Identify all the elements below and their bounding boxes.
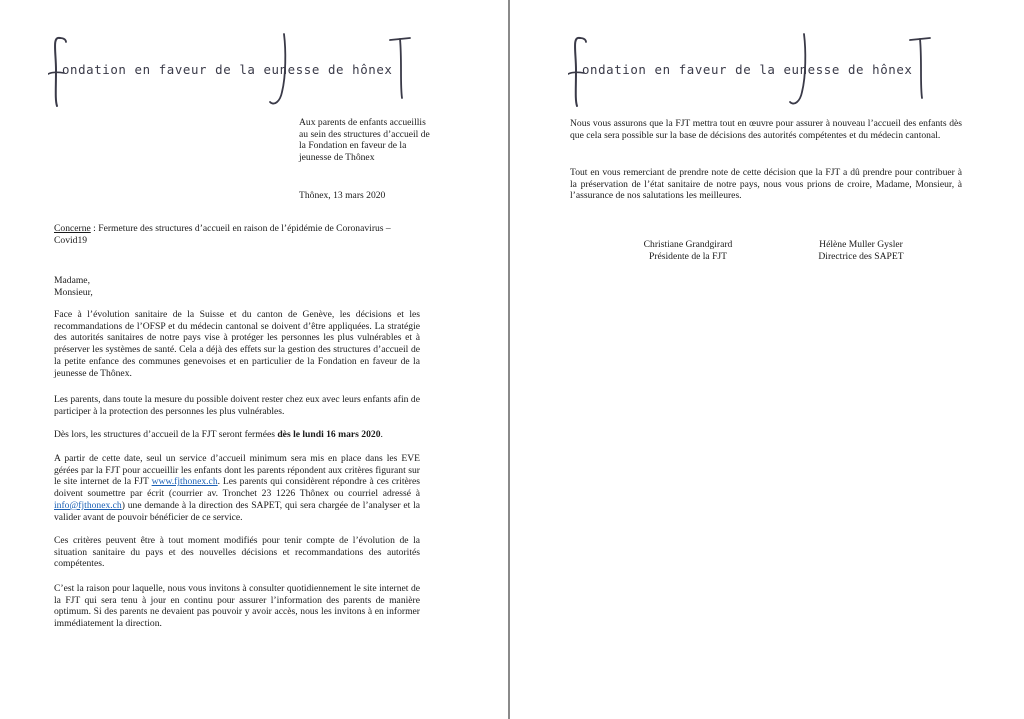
subject-line	[54, 223, 420, 246]
paragraph-4-text-b: . Les parents qui considèrent répondre à ces critères doivent soumettre par écrit (courrier av. Tronchet 23 1226 Thônex ou courriel adressé à	[54, 476, 420, 500]
salutation	[54, 275, 420, 298]
letterhead-logo	[48, 30, 468, 110]
salutation-line: Monsieur,	[54, 286, 93, 298]
recipient-line: Aux parents de enfants accueillis	[299, 117, 426, 128]
recipient-line: au sein des structures d’accueil de	[299, 128, 430, 140]
paragraph-3-end: .	[380, 429, 383, 440]
subject-label: Concerne	[54, 223, 91, 234]
signature-director	[800, 239, 922, 262]
signatory-title: Présidente de la FJT	[648, 250, 728, 262]
recipient-line: la Fondation en faveur de la	[299, 140, 407, 152]
signature-president	[632, 239, 744, 262]
paragraph-4-text-c: ) une demande à la direction des SAPET, qui sera chargée de l’analyser et la valider avant de pouvoir bénéficier de ce service.	[54, 499, 420, 523]
paragraph-1: Face à l’évolution sanitaire de la Suisse et du canton de Genève, les décisions et les recommandations de l’OFSP et du médecin cantonal se doivent d’être appliquées. La stratégie des autorités sanitaires de notre pays vise à protéger les personnes les plus vulnérables et à préserver les systèmes de santé. Cela a déjà des effets sur la gestion des structures d’accueil de la petite enfance des communes genevoises et en particulier de la Fondation en faveur de la jeunesse de Thônex.	[54, 309, 420, 379]
paragraph-6: C’est la raison pour laquelle, nous vous invitons à consulter quotidiennement le site internet de la FJT qui sera tenu à jour en continu pour assurer l’information des parents de manière optimum. Si des parents ne devaient pas pouvoir y avoir accès, nous les invitons à en informer immédiatement la direction.	[54, 583, 420, 630]
website-link[interactable]: www.fjthonex.ch	[151, 476, 218, 488]
letterhead-text: ondation en faveur de la eunesse de hônex	[582, 62, 913, 77]
paragraph-2: Les parents, dans toute la mesure du possible doivent rester chez eux avec leurs enfants afin de participer à la protection des personnes les plus vulnérables.	[54, 394, 420, 417]
signatory-title: Directrice des SAPET	[818, 250, 904, 262]
letterhead-logo	[568, 30, 988, 110]
letter-page-2	[510, 0, 1024, 719]
letterhead-text: ondation en faveur de la eunesse de hônex	[62, 62, 393, 77]
recipient-line: jeunesse de Thônex	[299, 152, 375, 164]
page2-paragraph-1: Nous vous assurons que la FJT mettra tout en œuvre pour assurer à nouveau l’accueil des enfants dès que cela sera possible sur la base de décisions des autorités compétentes et du médecin cantonal.	[570, 118, 962, 141]
subject-text: : Fermeture des structures d’accueil en raison de l’épidémie de Coronavirus – Covid19	[54, 223, 391, 246]
paragraph-4	[54, 453, 420, 523]
email-link[interactable]: info@fjthonex.ch	[54, 499, 122, 511]
salutation-line: Madame,	[54, 275, 90, 286]
closure-date: dès le lundi 16 mars 2020	[277, 429, 381, 440]
signatory-name: Hélène Muller Gysler	[819, 239, 903, 250]
recipient-address	[299, 117, 459, 164]
letter-date: Thônex, 13 mars 2020	[299, 190, 386, 201]
letter-page-1	[0, 0, 508, 719]
paragraph-3	[54, 429, 420, 441]
paragraph-5: Ces critères peuvent être à tout moment modifiés pour tenir compte de l’évolution de la situation sanitaire du pays et des nouvelles décisions et recommandations des autorités compétentes.	[54, 535, 420, 570]
paragraph-4-text-a: A partir de cette date, seul un service d’accueil minimum sera mis en place dans les EVE gérées par la FJT pour accueillir les enfants dont les parents répondent aux critères figurant sur le site internet de la FJT	[54, 453, 420, 488]
signatory-name: Christiane Grandgirard	[643, 239, 733, 250]
page2-paragraph-2: Tout en vous remerciant de prendre note de cette décision que la FJT a dû prendre pour contribuer à la préservation de l’état sanitaire de notre pays, nous vous prions de croire, Madame, Monsieur, à l’assurance de nos salutations les meilleures.	[570, 167, 962, 202]
paragraph-3-text: Dès lors, les structures d’accueil de la FJT seront fermées	[54, 429, 278, 440]
